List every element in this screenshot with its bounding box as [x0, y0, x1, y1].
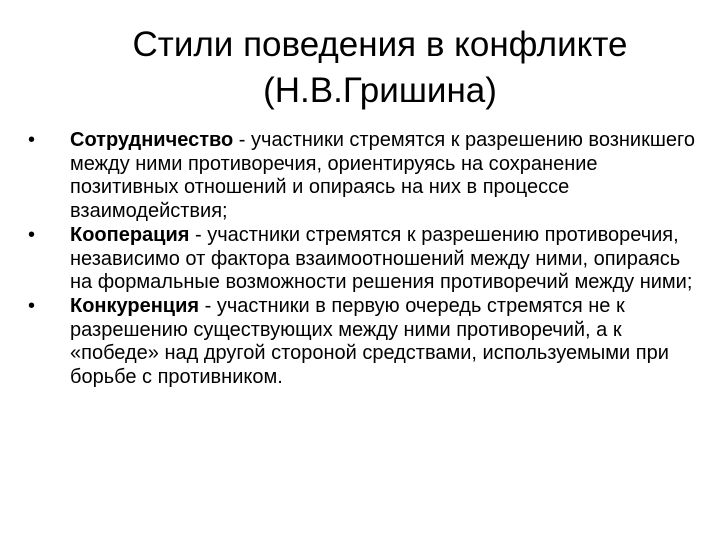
term-sotrudnichestvo: Сотрудничество	[70, 129, 234, 151]
title-line-1: Стили поведения в конфликте	[132, 25, 628, 64]
bullet-icon: •	[28, 294, 36, 317]
definition-sotrudnichestvo: - участники стремятся к разрешению возникшего между ними противоречия, ориентируясь на сохранение позитивных отношений и опираясь на них в процессе взаимодействия;	[70, 129, 695, 223]
title-line-2: (Н.В.Гришина)	[263, 71, 497, 110]
bullet-icon: •	[28, 129, 36, 151]
slide-title	[40, 22, 720, 114]
definition-kooperatsiya: - участники стремятся к разрешению противоречия, независимо от фактора взаимоотношений между ними, опираясь на формальные возможности решения противоречий между ними;	[70, 223, 693, 294]
list-item-cooperation	[28, 224, 700, 295]
term-kooperatsiya: Кооперация	[70, 223, 190, 246]
bullet-icon: •	[28, 223, 36, 246]
list-item-competition	[28, 295, 700, 390]
list-item-cooperation-collab	[28, 129, 700, 224]
term-konkurentsiya: Конкуренция	[70, 294, 200, 317]
bullet-list	[28, 129, 700, 390]
definition-konkurentsiya: - участники в первую очередь стремятся не к разрешению существующих между ними противоречий, а к «победе» над другой стороной средствами, используемыми при борьбе с противником.	[70, 294, 669, 389]
